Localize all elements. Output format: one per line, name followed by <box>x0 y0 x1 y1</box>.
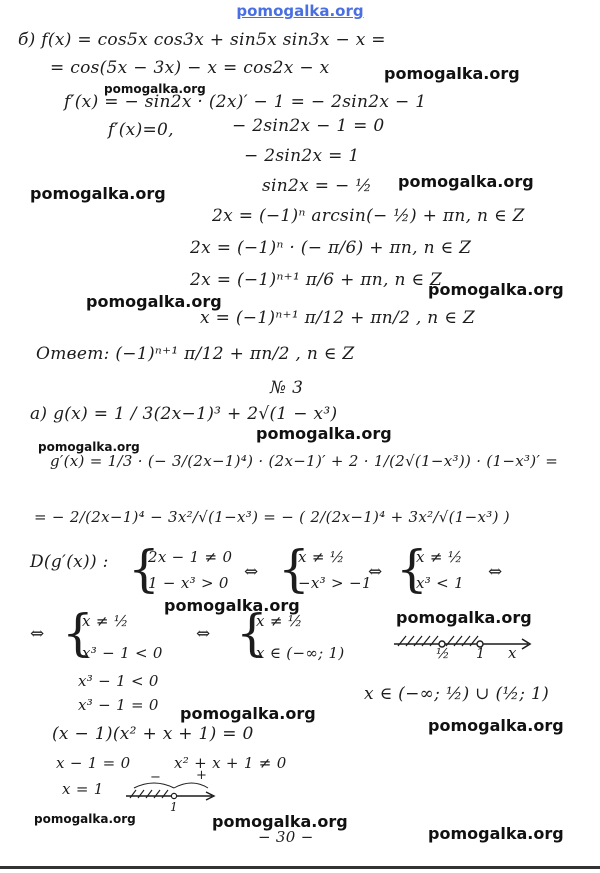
part-a-line-3: = − 2/(2x−1)⁴ − 3x²/√(1−x³) = − ( 2/(2x−1)⁴ + 3x²/√(1−x³) ) <box>34 508 510 526</box>
problem-number: № 3 <box>270 378 304 398</box>
part-b-line-4: f′(x)=0, <box>108 120 174 140</box>
part-b-line-3: f′(x) = − sin2x · (2x)′ − 1 = − 2sin2x − 1 <box>64 92 427 112</box>
watermark: pomogalka.org <box>164 596 300 615</box>
watermark: pomogalka.org <box>86 292 222 311</box>
step-6: x = 1 <box>62 780 104 798</box>
watermark: pomogalka.org <box>256 424 392 443</box>
part-b-line-1: б) f(x) = cos5x cos3x + sin5x sin3x − x = <box>18 30 386 50</box>
watermark: pomogalka.org <box>104 82 206 96</box>
axis-label-one: 1 <box>476 646 486 662</box>
number-line <box>392 628 542 668</box>
part-b-line-10: 2x = (−1)ⁿ⁺¹ π/6 + πn, n ∈ Z <box>190 270 443 290</box>
watermark: pomogalka.org <box>30 184 166 203</box>
site-header-link[interactable]: pomogalka.org <box>236 2 364 20</box>
watermark: pomogalka.org <box>34 812 136 826</box>
system-5-b: x ∈ (−∞; 1) <box>256 644 345 662</box>
answer-line: Ответ: (−1)ⁿ⁺¹ π/12 + πn/2 , n ∈ Z <box>36 344 355 364</box>
part-b-line-9: 2x = (−1)ⁿ · (− π/6) + πn, n ∈ Z <box>190 238 472 258</box>
watermark: pomogalka.org <box>38 440 140 454</box>
axis-label-x: x <box>508 644 517 662</box>
system-2-b: −x³ > −1 <box>298 574 372 592</box>
part-b-line-7: sin2x = − ½ <box>262 176 372 196</box>
watermark: pomogalka.org <box>428 280 564 299</box>
equivalence-arrow-3: ⇔ <box>488 562 503 582</box>
sign-label-one: 1 <box>170 800 178 814</box>
sign-plus: + <box>196 768 208 783</box>
system-1-b: 1 − x³ > 0 <box>148 574 229 592</box>
domain-label: D(g′(x)) : <box>30 552 109 572</box>
watermark: pomogalka.org <box>396 608 532 627</box>
system-1-a: 2x − 1 ≠ 0 <box>148 548 233 566</box>
part-b-line-11: x = (−1)ⁿ⁺¹ π/12 + πn/2 , n ∈ Z <box>200 308 475 328</box>
part-b-line-8: 2x = (−1)ⁿ arcsin(− ½) + πn, n ∈ Z <box>212 206 525 226</box>
equivalence-arrow-1: ⇔ <box>244 562 259 582</box>
watermark: pomogalka.org <box>180 704 316 723</box>
watermark: pomogalka.org <box>398 172 534 191</box>
watermark: pomogalka.org <box>428 824 564 843</box>
step-4: x − 1 = 0 <box>56 754 131 772</box>
system-brace-5: { <box>236 604 268 662</box>
page-number: − 30 − <box>258 828 314 846</box>
watermark: pomogalka.org <box>212 812 348 831</box>
watermark: pomogalka.org <box>428 716 564 735</box>
equivalence-arrow-4: ⇔ <box>30 624 45 644</box>
step-3: (x − 1)(x² + x + 1) = 0 <box>52 724 254 744</box>
system-brace-2: { <box>278 540 310 598</box>
equivalence-arrow-5: ⇔ <box>196 624 211 644</box>
system-brace-4: { <box>62 604 94 662</box>
part-a-line-2: g′(x) = 1/3 · (− 3/(2x−1)⁴) · (2x−1)′ + 2 · 1/(2√(1−x³)) · (1−x³)′ = <box>50 452 559 470</box>
sign-minus: − <box>150 770 162 785</box>
step-2: x³ − 1 = 0 <box>78 696 159 714</box>
system-2-a: x ≠ ½ <box>298 548 345 566</box>
equivalence-arrow-2: ⇔ <box>368 562 383 582</box>
system-3-a: x ≠ ½ <box>416 548 463 566</box>
part-b-line-2: = cos(5x − 3x) − x = cos2x − x <box>50 58 330 78</box>
system-5-a: x ≠ ½ <box>256 612 303 630</box>
page-bottom-edge <box>0 866 600 869</box>
part-b-line-5: − 2sin2x − 1 = 0 <box>232 116 385 136</box>
system-4-a: x ≠ ½ <box>82 612 129 630</box>
part-a-line-1: а) g(x) = 1 / 3(2x−1)³ + 2√(1 − x³) <box>30 404 338 424</box>
part-b-line-6: − 2sin2x = 1 <box>244 146 360 166</box>
system-4-b: x³ − 1 < 0 <box>82 644 163 662</box>
axis-label-half: ½ <box>436 646 450 662</box>
watermark: pomogalka.org <box>384 64 520 83</box>
step-5: x² + x + 1 ≠ 0 <box>174 754 287 772</box>
system-3-b: x³ < 1 <box>416 574 464 592</box>
domain-result: x ∈ (−∞; ½) ∪ (½; 1) <box>364 684 549 704</box>
system-brace-3: { <box>396 540 428 598</box>
system-brace-1: { <box>128 540 160 598</box>
step-1: x³ − 1 < 0 <box>78 672 159 690</box>
